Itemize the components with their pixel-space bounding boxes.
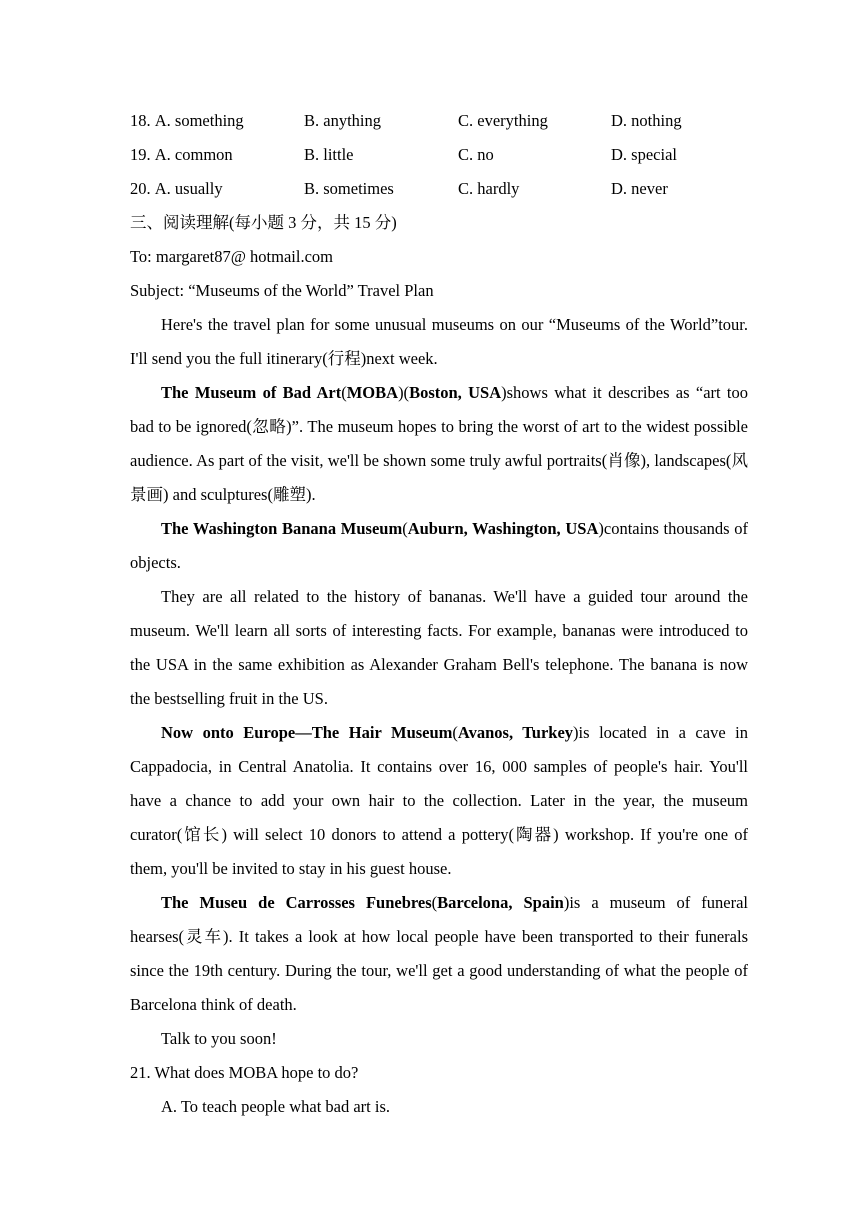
moba-abbr: MOBA xyxy=(346,383,399,402)
moba-title: The Museum of Bad Art xyxy=(161,383,342,402)
funeral-place: Barcelona, Spain xyxy=(437,893,564,912)
funeral-text: is a museum of funeral hearses(灵车). It takes a look at how local people have been transported to their funerals since the 19th century. During the tour, we'll get a good understanding of what the people of Barcelona think of death. xyxy=(130,893,748,1014)
email-intro: Here's the travel plan for some unusual museums on our “Museums of the World”tour. I'll send you the full itinerary(行程)next week. xyxy=(130,315,748,368)
moba-place: Boston, USA xyxy=(409,383,502,402)
hair-place: Avanos, Turkey xyxy=(457,723,574,742)
banana-text: contains thousands of objects. xyxy=(130,519,748,572)
email-closing: Talk to you soon! xyxy=(161,1029,277,1048)
q19-option-b: B. little xyxy=(304,145,354,164)
funeral-title: The Museu de Carrosses Funebres xyxy=(161,893,432,912)
moba-paragraph: The Museum of Bad Art(MOBA)(Boston, USA)shows what it describes as “art too bad to be ignored(忽略)”. The museum hopes to bring the worst of art to the widest possible audience. As part of the visit, we'll be shown some truly awful portraits(肖像), landscapes(风景画) and sculptures(雕塑). xyxy=(130,383,749,504)
email-subject: Subject: “Museums of the World” Travel Plan xyxy=(130,281,434,300)
q18-option-b: B. anything xyxy=(304,111,381,130)
document-content xyxy=(130,104,748,1124)
banana-title: The Washington Banana Museum xyxy=(161,519,403,538)
q20-option-a: 20. A. usually xyxy=(130,179,223,198)
banana-place: Auburn, Washington, USA xyxy=(407,519,599,538)
banana-paragraph-2: They are all related to the history of bananas. We'll have a guided tour around the museum. We'll learn all sorts of interesting facts. For example, bananas were introduced to the USA in the same exhibition as Alexander Graham Bell's telephone. The banana is now the bestselling fruit in the US. xyxy=(130,587,748,708)
q19-option-d: D. special xyxy=(611,145,677,164)
question-21-option-a: A. To teach people what bad art is. xyxy=(161,1097,391,1116)
q19-option-c: C. no xyxy=(458,145,494,164)
q20-option-c: C. hardly xyxy=(458,179,520,198)
hair-title: Now onto Europe—The Hair Museum xyxy=(161,723,453,742)
hair-text: is located in a cave in Cappadocia, in Central Anatolia. It contains over 16, 000 samples of people's hair. You'll have a chance to add your own hair to the collection. Later in the year, the museum curator(馆长) will select 10 donors to attend a pottery(陶器) workshop. If you're one of them, you'll be invited to stay in his guest house. xyxy=(130,723,749,878)
q18-option-c: C. everything xyxy=(458,111,548,130)
q18-option-d: D. nothing xyxy=(611,111,682,130)
q20-option-d: D. never xyxy=(611,179,668,198)
funeral-paragraph: The Museu de Carrosses Funebres(Barcelona, Spain)is a museum of funeral hearses(灵车). It takes a look at how local people have been transported to their funerals since the 19th century. During the tour, we'll get a good understanding of what the people of Barcelona think of death. xyxy=(130,893,748,1014)
q19-option-a: 19. A. common xyxy=(130,145,233,164)
q20-option-b: B. sometimes xyxy=(304,179,394,198)
q18-option-a: 18. A. something xyxy=(130,111,244,130)
hair-paragraph: Now onto Europe—The Hair Museum(Avanos, Turkey)is located in a cave in Cappadocia, in Central Anatolia. It contains over 16, 000 samples of people's hair. You'll have a chance to add your own hair to the collection. Later in the year, the museum curator(馆长) will select 10 donors to attend a pottery(陶器) workshop. If you're one of them, you'll be invited to stay in his guest house. xyxy=(130,723,749,878)
moba-text: shows what it describes as “art too bad to be ignored(忽略)”. The museum hopes to bring the worst of art to the widest possible audience. As part of the visit, we'll be shown some truly awful portraits(肖像), landscapes(风景画) and sculptures(雕塑). xyxy=(130,383,749,504)
question-21-stem: 21. What does MOBA hope to do? xyxy=(130,1063,359,1082)
question-19-options xyxy=(130,138,748,172)
email-to: To: margaret87@ hotmail.com xyxy=(130,247,333,266)
section-heading: 三、阅读理解(每小题 3 分，共 15 分) xyxy=(130,213,397,232)
question-20-options xyxy=(130,172,748,206)
banana-paragraph: The Washington Banana Museum(Auburn, Washington, USA)contains thousands of objects. xyxy=(130,519,748,572)
question-18-options xyxy=(130,104,748,138)
